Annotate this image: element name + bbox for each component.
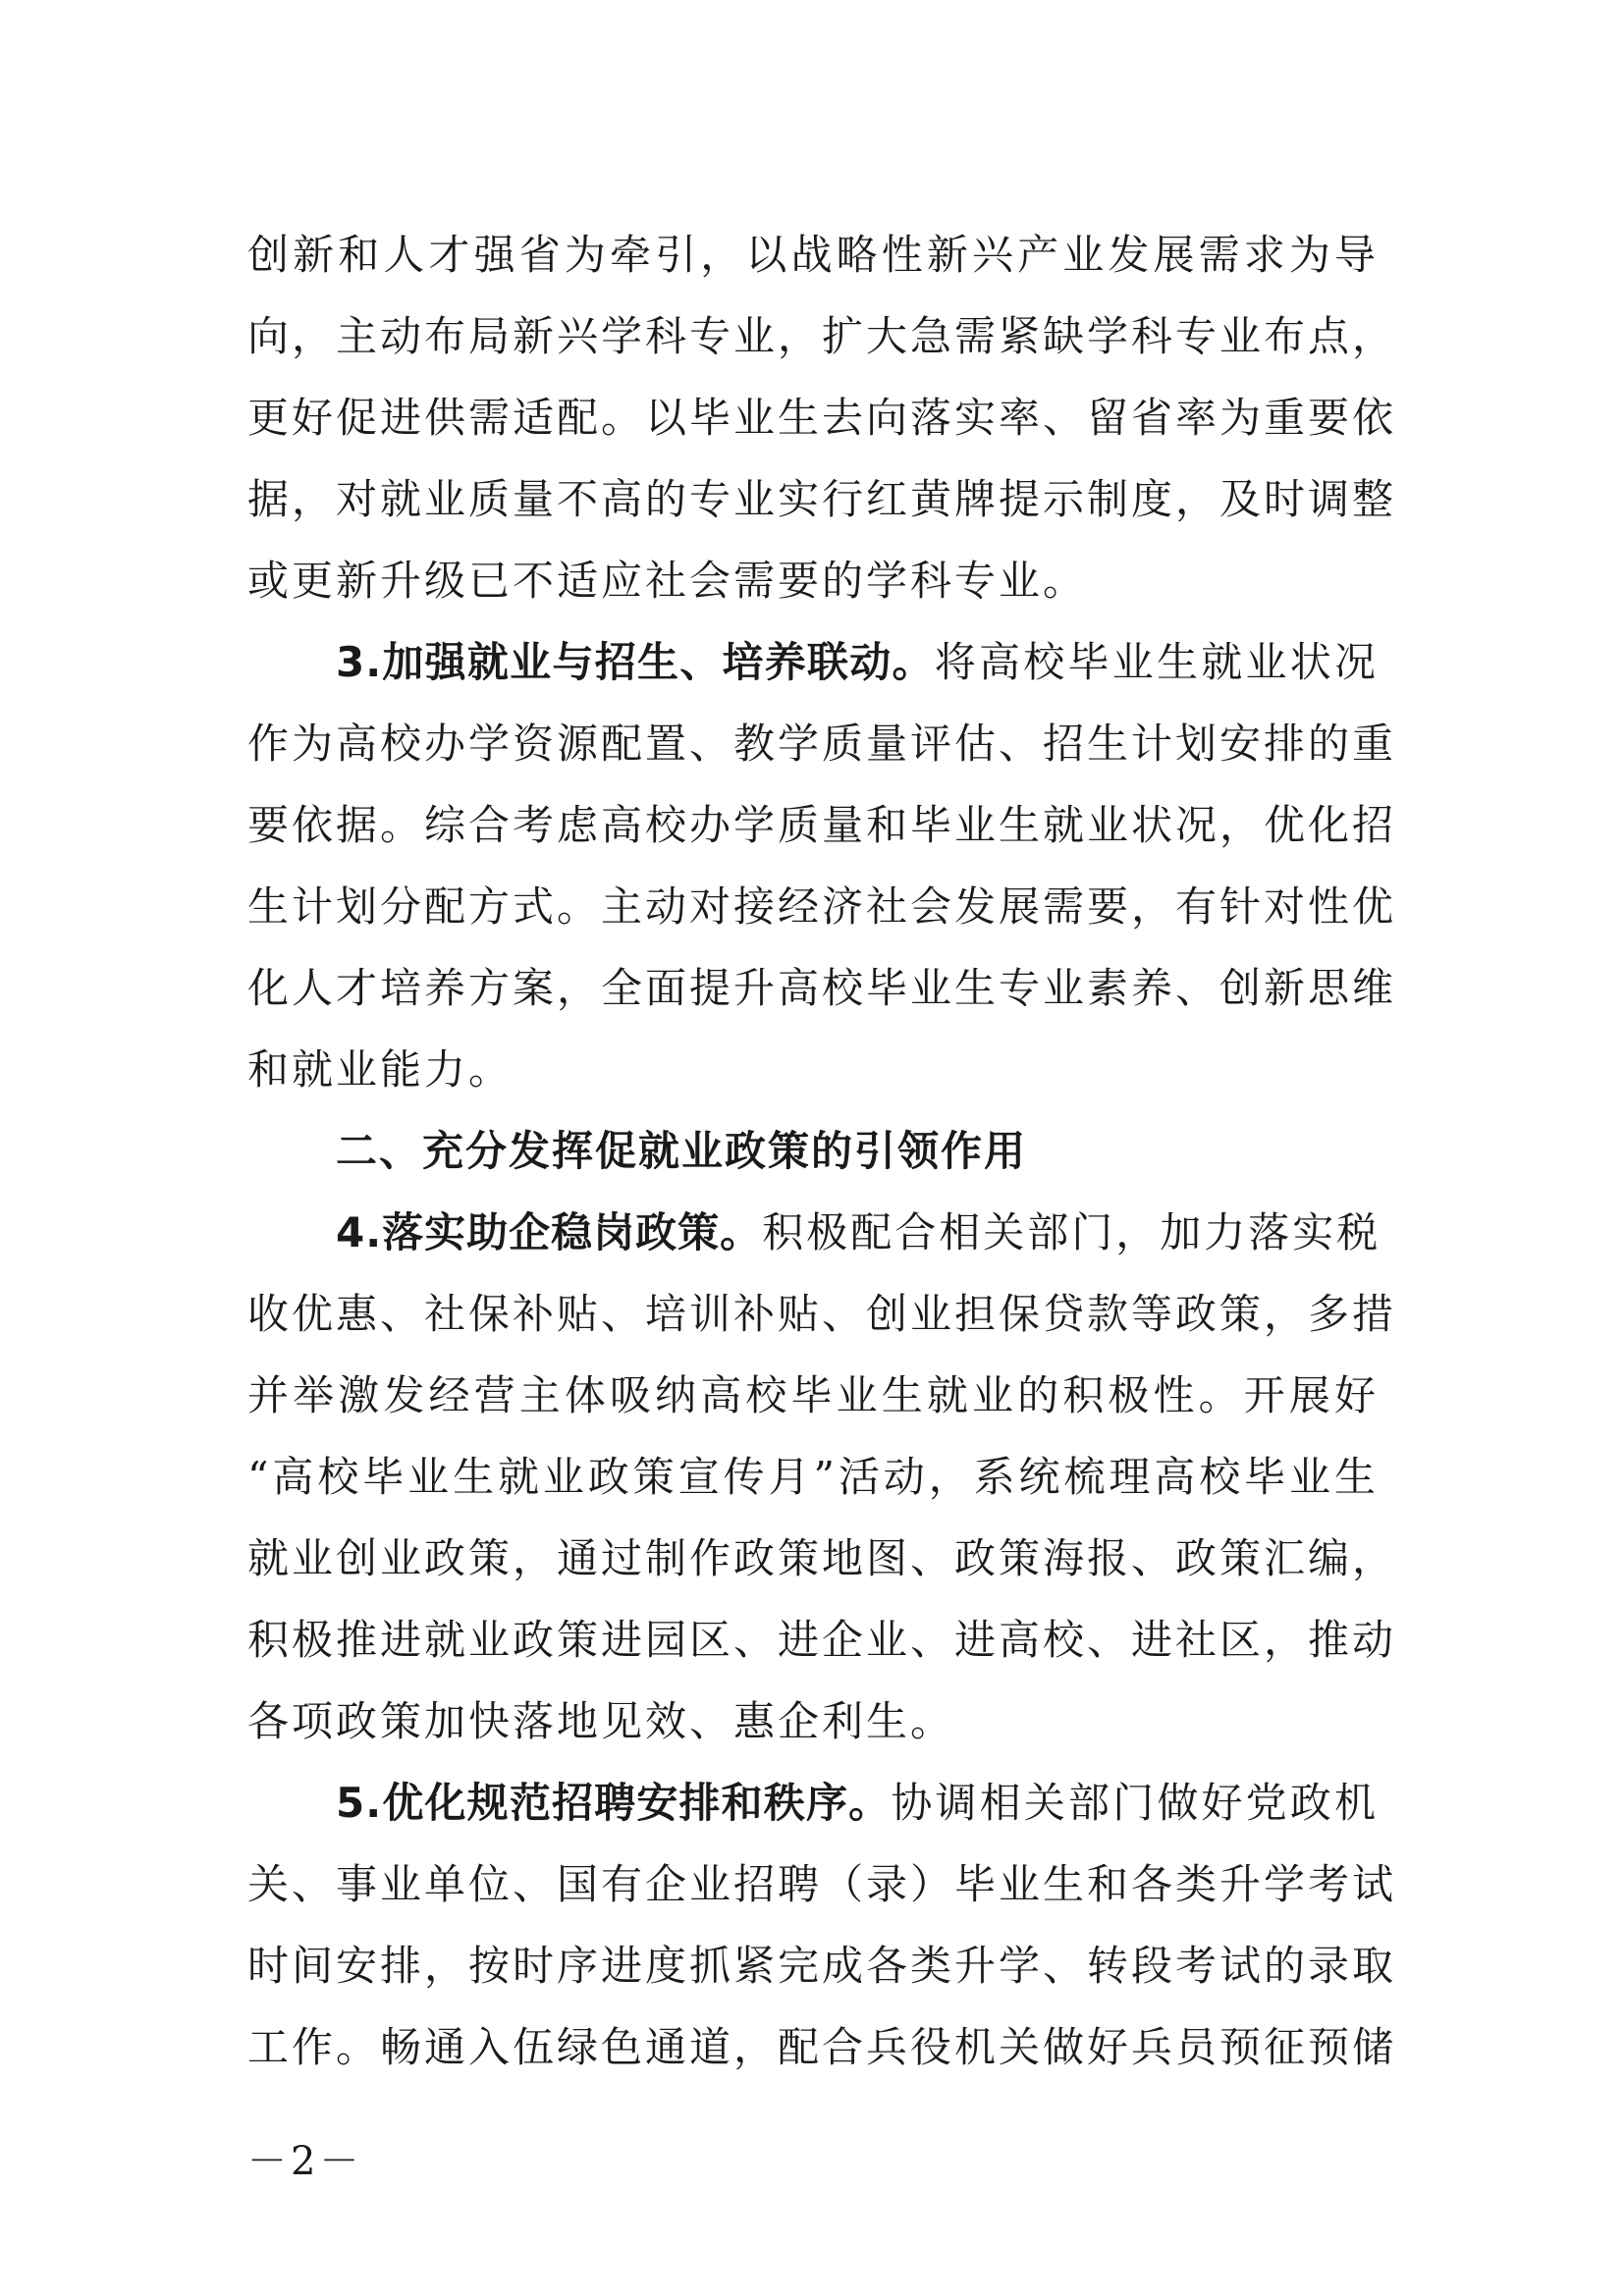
text-line: 和就业能力。 bbox=[247, 1045, 514, 1094]
text-line: 要依据。综合考虑高校办学质量和毕业生就业状况，优化招 bbox=[247, 801, 1397, 849]
item-5-paragraph bbox=[247, 1762, 1397, 2088]
item-5-first-line bbox=[247, 1762, 1379, 1843]
item-4-first-line bbox=[247, 1192, 1379, 1273]
text-line: 就业创业政策，通过制作政策地图、政策海报、政策汇编， bbox=[247, 1534, 1397, 1582]
text-line: 更好促进供需适配。以毕业生去向落实率、留省率为重要依 bbox=[247, 394, 1397, 442]
text-line: 收优惠、社保补贴、培训补贴、创业担保贷款等政策，多措 bbox=[247, 1290, 1397, 1338]
text-line: 据，对就业质量不高的专业实行红黄牌提示制度，及时调整 bbox=[247, 475, 1397, 523]
item-3-first-line bbox=[247, 621, 1379, 703]
item-5-first-line-text: 协调相关部门做好党政机 bbox=[891, 1779, 1379, 1827]
section-2-heading: 二、充分发挥促就业政策的引领作用 bbox=[336, 1127, 1028, 1175]
item-4-title: 4.落实助企稳岗政策。 bbox=[336, 1208, 763, 1256]
document-body bbox=[247, 214, 1397, 2088]
text-line: 向，主动布局新兴学科专业，扩大急需紧缺学科专业布点， bbox=[247, 312, 1397, 360]
text-line: 创新和人才强省为牵引，以战略性新兴产业发展需求为导 bbox=[247, 231, 1379, 279]
page-number: －2－ bbox=[247, 2139, 363, 2184]
item-3-paragraph bbox=[247, 621, 1397, 1110]
item-3-first-line-text: 将高校毕业生就业状况 bbox=[934, 638, 1379, 686]
text-line: “高校毕业生就业政策宣传月”活动，系统梳理高校毕业生 bbox=[247, 1453, 1379, 1501]
text-line: 或更新升级已不适应社会需要的学科专业。 bbox=[247, 557, 1088, 605]
text-line: 时间安排，按时序进度抓紧完成各类升学、转段考试的录取 bbox=[247, 1942, 1397, 1990]
text-line: 积极推进就业政策进园区、进企业、进高校、进社区，推动 bbox=[247, 1616, 1397, 1664]
text-line: 关、事业单位、国有企业招聘（录）毕业生和各类升学考试 bbox=[247, 1860, 1397, 1908]
text-line: 工作。畅通入伍绿色通道，配合兵役机关做好兵员预征预储 bbox=[247, 2023, 1397, 2071]
item-4-paragraph bbox=[247, 1192, 1397, 1762]
item-3-title: 3.加强就业与招生、培养联动。 bbox=[336, 638, 935, 686]
item-4-first-line-text: 积极配合相关部门，加力落实税 bbox=[762, 1208, 1381, 1256]
text-line: 生计划分配方式。主动对接经济社会发展需要，有针对性优 bbox=[247, 882, 1397, 931]
text-line: 各项政策加快落地见效、惠企利生。 bbox=[247, 1697, 955, 1745]
text-line: 并举激发经营主体吸纳高校毕业生就业的积极性。开展好 bbox=[247, 1371, 1379, 1419]
text-line: 化人才培养方案，全面提升高校毕业生专业素养、创新思维 bbox=[247, 964, 1397, 1012]
paragraph-continuation bbox=[247, 214, 1397, 621]
item-5-title: 5.优化规范招聘安排和秩序。 bbox=[336, 1779, 892, 1827]
text-line: 作为高校办学资源配置、教学质量评估、招生计划安排的重 bbox=[247, 720, 1397, 768]
